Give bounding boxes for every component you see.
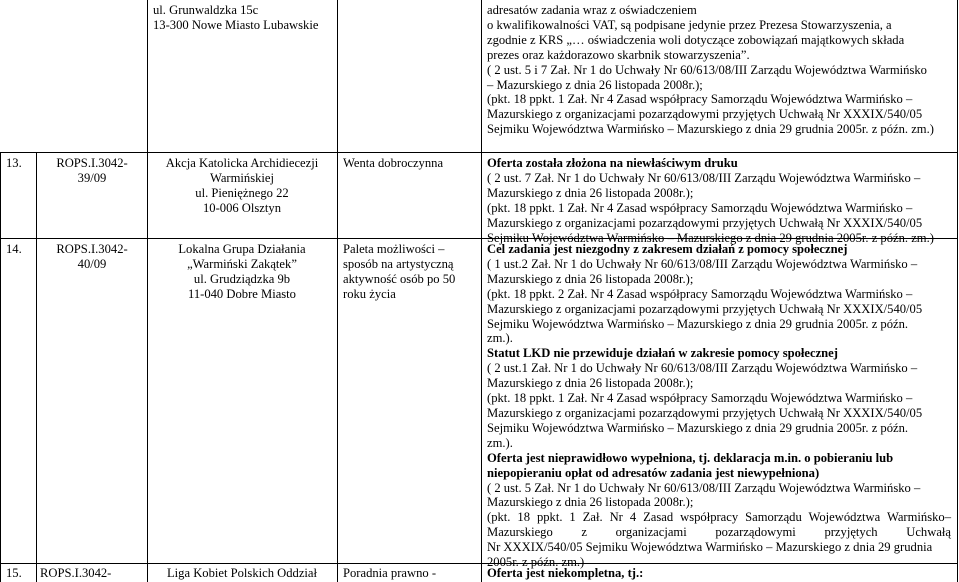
reason-line: Mazurskiego z dnia 26 listopada 2008r.); — [487, 185, 694, 200]
signature-cell — [40, 566, 144, 581]
signature-cell — [40, 242, 144, 272]
reason-line: zgodnie z KRS „… oświadczenia woli dotyczące zobowiązań majątkowych składa — [487, 32, 905, 47]
table-border — [0, 152, 958, 153]
reason-line: Mazurskiego z organizacjami pozarządowymi przyjętych Uchwałą Nr XXXIX/540/05 — [487, 107, 923, 122]
reason-line: (pkt. 18 ppkt. 1 Zał. Nr 4 Zasad współpracy Samorządu Województwa Warmińsko – — [487, 200, 913, 215]
org-line: Akcja Katolicka Archidiecezji — [165, 156, 319, 170]
signature-cell — [40, 156, 144, 186]
row-number — [6, 242, 22, 257]
org-line: Lokalna Grupa Działania — [178, 242, 306, 256]
signature-line: 39/09 — [77, 170, 107, 185]
reason-line: Mazurskiego z organizacjami pozarządowymi przyjętych Uchwałą Nr XXXIX/540/05 — [487, 405, 923, 420]
reason-line: (pkt. 18 ppkt. 1 Zał. Nr 4 Zasad współpracy Samorządu Województwa Warmińsko – — [487, 391, 913, 406]
reason-line: zm.). — [487, 331, 513, 346]
reason-line: Sejmiku Województwa Warmińsko – Mazurskiego z dnia 29 grudnia 2005r. z późn. — [487, 420, 909, 435]
reason-line: (pkt. 18 ppkt. 1 Zał. Nr 4 Zasad współpracy Samorządu Województwa Warmińsko – — [487, 92, 913, 107]
reason-line: 2005r. z późn. zm.) — [487, 555, 585, 570]
reason-heading: Cel zadania jest niezgodny z zakresem działań z pomocy społecznej — [487, 242, 848, 256]
reason-line: prezes oraz każdorazowo skarbnik stowarzyszenia”. — [487, 47, 750, 62]
task-line: Paleta możliwości – — [343, 242, 445, 256]
org-line: „Warmiński Zakątek” — [187, 256, 297, 271]
org-line: ul. Grudziądzka 9b — [193, 271, 291, 286]
reason-line: Sejmiku Województwa Warmińsko – Mazurskiego z dnia 29 grudnia 2005r. z późn. zm.) — [487, 122, 934, 137]
org-line: ul. Pieniężnego 22 — [195, 185, 289, 200]
task-cell — [343, 566, 477, 581]
reason-line: (pkt. 18 ppkt. 1 Zał. Nr 4 Zasad współpracy Samorządu Województwa Warmińsko– — [487, 510, 951, 525]
task-line: sposób na artystyczną — [343, 256, 454, 271]
org-cell — [147, 242, 337, 302]
reason-heading: niepopieraniu opłat od adresatów zadania jest niewypełniona) — [487, 465, 820, 480]
table-border — [337, 0, 338, 582]
reason-line: Mazurskiego z organizacjami pozarządowymi przyjętych Uchwałą Nr XXXIX/540/05 — [487, 215, 923, 230]
reason-line: Nr XXXIX/540/05 Sejmiku Województwa Warmińsko – Mazurskiego z dnia 29 grudnia — [487, 540, 933, 555]
reason-line: Mazurskiego z dnia 26 listopada 2008r.); — [487, 271, 694, 286]
table-border — [36, 152, 37, 582]
row-number-text: 15. — [6, 566, 22, 580]
org-line: Warmińskiej — [209, 170, 275, 185]
row-number-text: 13. — [6, 156, 22, 170]
table-border — [0, 152, 1, 582]
task-line: Wenta dobroczynna — [343, 156, 444, 170]
row-number — [6, 156, 22, 171]
org-cell — [147, 566, 337, 581]
org-cell — [153, 3, 333, 33]
reason-line: Mazurskiego z dnia 26 listopada 2008r.); — [487, 495, 694, 510]
org-cell — [147, 156, 337, 216]
reason-line: Mazurskiego z dnia 26 listopada 2008r.); — [487, 376, 694, 391]
row-number-text: 14. — [6, 242, 22, 256]
reason-cell — [487, 242, 951, 570]
reason-line: adresatów zadania wraz z oświadczeniem — [487, 3, 697, 17]
signature-line: ROPS.I.3042- — [56, 242, 128, 256]
reason-line: ( 2 ust.1 Zał. Nr 1 do Uchwały Nr 60/613/08/III Zarządu Województwa Warmińsko – — [487, 361, 918, 376]
reason-line: Sejmiku Województwa Warmińsko – Mazurskiego z dnia 29 grudnia 2005r. z późn. — [487, 316, 909, 331]
reason-cell — [487, 3, 951, 137]
reason-line: ( 2 ust. 5 i 7 Zał. Nr 1 do Uchwały Nr 60/613/08/III Zarządu Województwa Warmińsko — [487, 62, 927, 77]
org-line: 13-300 Nowe Miasto Lubawskie — [153, 17, 319, 32]
task-line: roku życia — [343, 286, 396, 301]
reason-line: zm.). — [487, 435, 513, 450]
reason-line: Mazurskiego z organizacjami pozarządowymi przyjętych Uchwałą — [487, 525, 951, 540]
table-border — [481, 0, 482, 582]
reason-heading: Oferta została złożona na niewłaściwym druku — [487, 156, 738, 170]
task-cell — [343, 156, 477, 171]
signature-line: ROPS.I.3042- — [40, 566, 112, 580]
reason-heading: Oferta jest niekompletna, tj.: — [487, 566, 644, 580]
signature-line: ROPS.I.3042- — [56, 156, 128, 170]
reason-line: ( 1 ust.2 Zał. Nr 1 do Uchwały Nr 60/613/08/III Zarządu Województwa Warmińsko – — [487, 256, 918, 271]
reason-line: ( 2 ust. 7 Zał. Nr 1 do Uchwały Nr 60/613/08/III Zarządu Województwa Warmińsko – — [487, 170, 921, 185]
org-line: ul. Grunwaldzka 15c — [153, 3, 259, 17]
reason-heading: Oferta jest nieprawidłowo wypełniona, tj. deklaracja m.in. o pobieraniu lub — [487, 450, 894, 465]
reason-cell — [487, 156, 951, 245]
task-line: Poradnia prawno - — [343, 566, 437, 580]
signature-line: 40/09 — [77, 256, 107, 271]
reason-line: Mazurskiego z organizacjami pozarządowymi przyjętych Uchwałą Nr XXXIX/540/05 — [487, 301, 923, 316]
reason-line: ( 2 ust. 5 Zał. Nr 1 do Uchwały Nr 60/613/08/III Zarządu Województwa Warmińsko – — [487, 480, 921, 495]
reason-line: o kwalifikowalności VAT, są podpisane jedynie przez Prezesa Stowarzyszenia, a — [487, 17, 892, 32]
reason-line: (pkt. 18 ppkt. 2 Zał. Nr 4 Zasad współpracy Samorządu Województwa Warmińsko – — [487, 286, 913, 301]
reason-heading: Statut LKD nie przewiduje działań w zakresie pomocy społecznej — [487, 346, 838, 361]
org-line: 11-040 Dobre Miasto — [188, 286, 296, 301]
org-line: 10-006 Olsztyn — [202, 200, 281, 215]
reason-line: – Mazurskiego z dnia 26 listopada 2008r.); — [487, 77, 703, 92]
org-line: Liga Kobiet Polskich Oddział — [166, 566, 318, 580]
reason-cell — [487, 566, 951, 581]
reason-line: Sejmiku Województwa Warmińsko – Mazurskiego z dnia 29 grudnia 2005r. z późn. zm.) — [487, 230, 934, 245]
row-number — [6, 566, 22, 581]
task-cell — [343, 242, 477, 302]
task-line: aktywność osób po 50 — [343, 271, 456, 286]
table-border — [957, 0, 958, 582]
